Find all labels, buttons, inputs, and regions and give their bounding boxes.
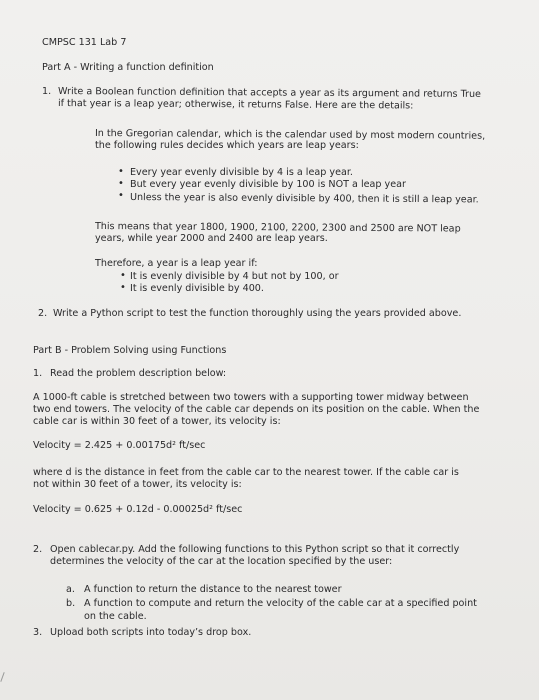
part-a-item2-text: Write a Python script to test the function thoroughly using the years provided above.: [53, 308, 462, 319]
desc-line3: cable car is within 30 feet of a tower, its velocity is:: [33, 416, 281, 427]
subitem-text-line2: on the cable.: [84, 611, 147, 622]
condition-item: It is evenly divisible by 400.: [130, 283, 264, 294]
course-title: CMPSC 131 Lab 7: [42, 37, 127, 48]
bullet-icon: •: [118, 178, 124, 189]
part-a-title: Part A - Writing a function definition: [42, 62, 214, 73]
means-line1: This means that year 1800, 1900, 2100, 2200, 2300 and 2500 are NOT leap: [94, 221, 461, 235]
edge-mark: [0, 672, 4, 682]
where-line2: not within 30 feet of a tower, its velocity is:: [33, 479, 242, 490]
part-b-item2-line2: determines the velocity of the car at the location specified by the user:: [50, 556, 393, 567]
desc-line1: A 1000-ft cable is stretched between two towers with a supporting tower midway between: [33, 392, 469, 403]
part-b-title: Part B - Problem Solving using Functions: [33, 345, 227, 356]
therefore-text: Therefore, a year is a leap year if:: [95, 258, 258, 269]
subitem-text: A function to return the distance to the nearest tower: [84, 584, 342, 595]
part-a-item1-line1: Write a Boolean function definition that accepts a year as its argument and returns True: [57, 86, 482, 100]
part-a-item1-number: 1.: [42, 86, 52, 97]
part-b-item3-number: 3.: [33, 627, 43, 638]
condition-item: It is evenly divisible by 4 but not by 100, or: [130, 271, 339, 282]
means-line2: years, while year 2000 and 2400 are leap years.: [95, 233, 328, 244]
part-b-item2-number: 2.: [33, 544, 43, 555]
subitem-letter: b.: [66, 598, 76, 609]
part-b-item2-line1: Open cablecar.py. Add the following functions to this Python script so that it correctly: [50, 544, 460, 555]
velocity-formula-1: Velocity = 2.425 + 0.00175d² ft/sec: [33, 440, 206, 451]
rules-intro-line1: In the Gregorian calendar, which is the calendar used by most modern countries,: [94, 128, 486, 142]
part-a-item2-number: 2.: [38, 308, 48, 319]
bullet-icon: •: [118, 190, 124, 201]
bullet-icon: •: [120, 282, 126, 293]
bullet-icon: •: [118, 166, 124, 177]
part-b-item1-number: 1.: [33, 368, 43, 379]
subitem-text-line1: A function to compute and return the velocity of the cable car at a specified point: [84, 598, 477, 609]
bullet-icon: •: [120, 270, 126, 281]
rule-item: But every year evenly divisible by 100 is NOT a leap year: [130, 179, 406, 190]
where-line1: where d is the distance in feet from the cable car to the nearest tower. If the cable car is: [33, 467, 459, 478]
rule-item: Every year evenly divisible by 4 is a leap year.: [130, 167, 353, 178]
part-a-item1-line2: if that year is a leap year; otherwise, it returns False. Here are the details:: [57, 98, 414, 112]
desc-line2: two end towers. The velocity of the cable car depends on its position on the cable. When the: [33, 404, 480, 415]
velocity-formula-2: Velocity = 0.625 + 0.12d - 0.00025d² ft/sec: [33, 504, 243, 515]
rule-item: Unless the year is also evenly divisible by 400, then it is still a leap year.: [129, 192, 479, 206]
subitem-letter: a.: [66, 584, 75, 595]
part-b-item1-text: Read the problem description below:: [50, 368, 227, 379]
rules-intro-line2: the following rules decides which years are leap years:: [95, 140, 359, 151]
part-b-item3-text: Upload both scripts into today’s drop box.: [50, 627, 252, 638]
